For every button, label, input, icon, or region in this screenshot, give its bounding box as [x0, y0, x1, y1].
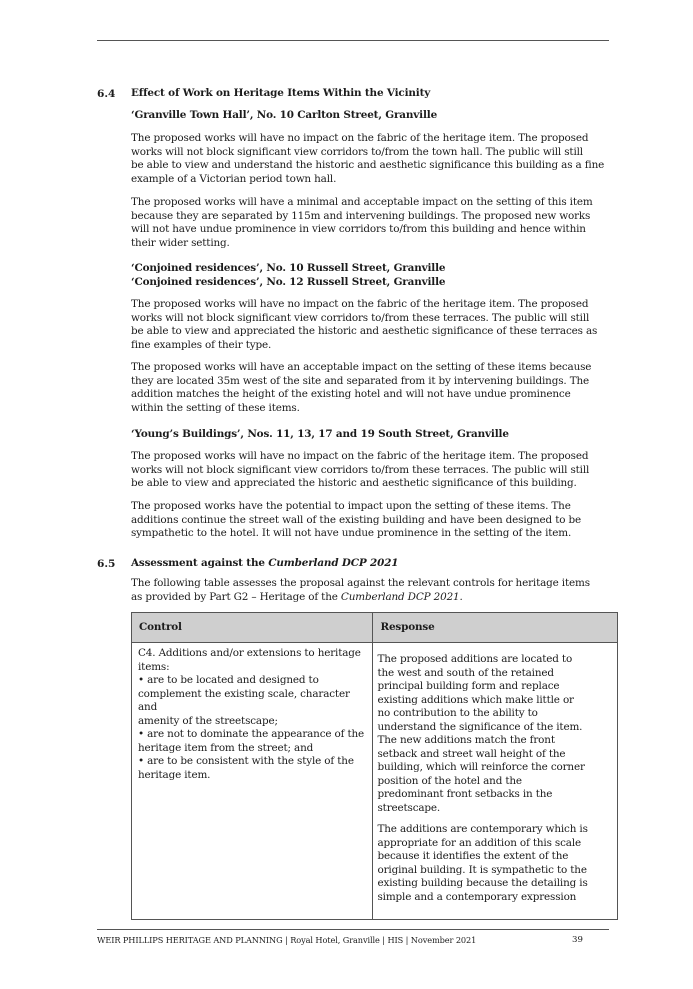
section-heading-italic: Cumberland DCP 2021 [268, 557, 399, 569]
paragraph [131, 500, 616, 541]
response-line: original building. It is sympathetic to the [377, 863, 587, 876]
response-line: streetscape. [377, 801, 441, 814]
response-line: setback and street wall height of the [377, 747, 566, 760]
text-line: be able to view and understand the historic and aesthetic significance this building as a fine [131, 159, 605, 171]
header-rule [97, 40, 609, 41]
text-line: works will not block significant view corridors to/from these terraces. The public will still [131, 463, 590, 476]
text-line: fine examples of their type. [131, 338, 272, 351]
response-line: the west and south of the retained [377, 666, 554, 679]
response-paragraph [377, 653, 605, 815]
footer-rule [97, 929, 609, 930]
text-line: they are located 35m west of the site and separated from it by intervening buildings. The [131, 374, 590, 387]
section-heading [131, 557, 398, 571]
section-number: 6.5 [97, 558, 116, 570]
control-line: complement the existing scale, character and [138, 687, 350, 713]
intro-text: as provided by Part G2 – Heritage of the [131, 590, 341, 603]
text-line: The proposed works will have no impact on the fabric of the heritage item. The proposed [131, 450, 589, 462]
text-line: The proposed works will have no impact on the fabric of the heritage item. The proposed [131, 132, 589, 144]
table-header-row [132, 613, 618, 643]
text-line: The proposed works will have an acceptable impact on the setting of these items because [131, 361, 592, 373]
text-line: The following table assesses the proposal against the relevant controls for heritage items [131, 577, 590, 589]
response-line: no contribution to the ability to [377, 707, 538, 719]
response-line: because it identifies the extent of the [377, 850, 569, 862]
response-cell [373, 643, 618, 920]
response-line: simple and a contemporary expression [377, 890, 577, 903]
footer-text: WEIR PHILLIPS HERITAGE AND PLANNING | Royal Hotel, Granville | HIS | November 2021 [97, 935, 477, 945]
response-paragraph [377, 823, 605, 904]
control-line: • are to be consistent with the style of the [138, 755, 354, 767]
response-line: understand the significance of the item. [377, 720, 583, 733]
control-line: C4. Additions and/or extensions to heritage [138, 647, 361, 659]
control-line: items: [138, 660, 170, 673]
item-title [131, 262, 616, 289]
page-number: 39 [572, 935, 583, 945]
paragraph [131, 196, 616, 250]
text-line: The proposed works will have a minimal and acceptable impact on the setting of this item [131, 196, 593, 208]
response-line: building, which will reinforce the corner [377, 761, 585, 773]
item-title-line: ‘Conjoined residences’, No. 10 Russell Street, Granville [131, 262, 446, 274]
response-line: principal building form and replace [377, 680, 560, 692]
section-heading-text: Assessment against the [131, 557, 269, 569]
controls-table [131, 612, 618, 920]
control-line: • are not to dominate the appearance of the [138, 728, 365, 740]
control-line: amenity of the streetscape; [138, 714, 278, 727]
text-line: addition matches the height of the existing hotel and will not have undue prominence [131, 388, 571, 400]
column-header-control: Control [132, 613, 373, 643]
text-line: The proposed works will have no impact on the fabric of the heritage item. The proposed [131, 298, 589, 310]
paragraph [131, 132, 616, 186]
text-line: within the setting of these items. [131, 401, 300, 414]
item-title-line: ‘Conjoined residences’, No. 12 Russell Street, Granville [131, 275, 446, 288]
intro-suffix: . [459, 590, 463, 603]
item-title: ‘Young’s Buildings’, Nos. 11, 13, 17 and 19 South Street, Granville [131, 428, 509, 440]
text-line: their wider setting. [131, 236, 230, 249]
control-line: heritage item from the street; and [138, 741, 314, 754]
response-line: The additions are contemporary which is [377, 823, 588, 835]
control-line: • are to be located and designed to [138, 674, 319, 686]
text-line: example of a Victorian period town hall. [131, 172, 337, 185]
column-header-response: Response [373, 613, 618, 643]
text-line: The proposed works have the potential to impact upon the setting of these items. The [131, 500, 571, 512]
response-line: predominant front setbacks in the [377, 788, 553, 800]
text-line: works will not block significant view corridors to/from these terraces. The public will still [131, 311, 590, 324]
table-row [132, 643, 618, 920]
response-line: position of the hotel and the [377, 774, 522, 787]
text-line [131, 591, 616, 605]
control-line: heritage item. [138, 768, 211, 781]
section-heading: Effect of Work on Heritage Items Within the Vicinity [131, 87, 431, 99]
response-line: appropriate for an addition of this scale [377, 836, 581, 849]
paragraph [131, 450, 616, 491]
control-cell [132, 643, 373, 920]
response-line: existing additions which make little or [377, 693, 574, 706]
text-line: because they are separated by 115m and intervening buildings. The proposed new works [131, 209, 591, 222]
intro-italic: Cumberland DCP 2021 [340, 590, 460, 603]
section-intro [131, 577, 616, 604]
item-title: ‘Granville Town Hall’, No. 10 Carlton Street, Granville [131, 109, 438, 121]
paragraph [131, 361, 616, 415]
text-line: additions continue the street wall of the existing building and have been designed to be [131, 513, 581, 526]
response-line: existing building because the detailing is [377, 877, 588, 889]
text-line: sympathetic to the hotel. It will not have undue prominence in the setting of the item. [131, 527, 572, 539]
section-number: 6.4 [97, 88, 116, 100]
text-line: works will not block significant view corridors to/from the town hall. The public will still [131, 145, 583, 158]
response-line: The proposed additions are located to [377, 653, 573, 665]
response-line: The new additions match the front [377, 734, 555, 746]
text-line: will not have undue prominence in view corridors to/from this building and hence within [131, 223, 586, 235]
paragraph [131, 298, 616, 352]
text-line: be able to view and appreciated the historic and aesthetic significance of this building. [131, 477, 577, 489]
text-line: be able to view and appreciated the historic and aesthetic significance of these terraces as [131, 325, 598, 337]
